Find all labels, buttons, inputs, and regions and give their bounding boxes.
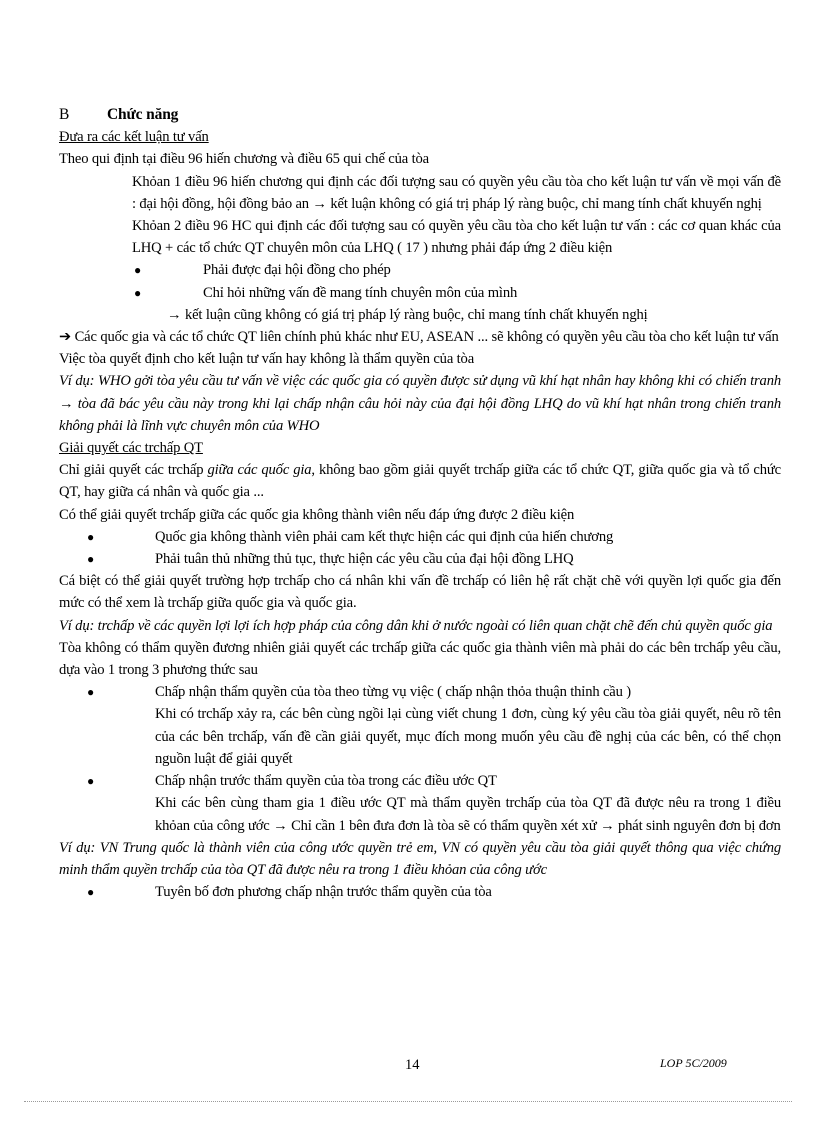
section-letter: B: [59, 106, 70, 123]
example-paragraph: Ví dụ: WHO gởi tòa yêu cầu tư vấn về việc các quốc gia có quyền được sử dụng vũ khí hạt nhân hay không khi có chiến tranh → tòa đã bác yêu cầu này trong khi lại chấp nhận câu hỏi này của đại hội đồng LHQ do vũ khí hạt nhân trong chiến tranh không phải là lĩnh vực chuyên môn của WHO: [59, 373, 781, 434]
list-item: ● Quốc gia không thành viên phải cam kết thực hiện các qui định của hiến chương: [59, 526, 781, 548]
section-title: Chức năng: [107, 106, 179, 123]
list-item: ● Chấp nhận trước thẩm quyền của tòa trong các điều ước QT: [59, 770, 781, 792]
section-heading: [59, 104, 781, 126]
paragraph: Có thể giải quyết trchấp giữa các quốc gia không thành viên nếu đáp ứng được 2 điều kiện: [59, 506, 575, 523]
list-item: ● Phải tuân thủ những thủ tục, thực hiện các yêu cầu của đại hội đồng LHQ: [59, 548, 781, 570]
list-item: ● Phải được đại hội đồng cho phép: [59, 259, 781, 281]
class-label: LOP 5C/2009: [660, 1056, 727, 1070]
example-paragraph: Ví dụ: trchấp về các quyền lợi lợi ích hợp pháp của công dân khi ở nước ngoài có liên quan chặt chẽ đến chủ quyền quốc gia: [59, 617, 773, 634]
paragraph: Tòa không có thẩm quyền đương nhiên giải quyết các trchấp giữa các quốc gia thành viên mà phải do các bên trchấp yêu cầu, dựa vào 1 trong 3 phương thức sau: [59, 639, 781, 679]
list-item: ● Tuyên bố đơn phương chấp nhận trước thẩm quyền của tòa: [59, 881, 781, 903]
bullet-icon: ●: [87, 685, 95, 700]
subheading-disputes: [59, 437, 781, 459]
paragraph: ➔ Các quốc gia và các tổ chức QT liên chính phủ khác như EU, ASEAN ... sẽ không có quyền yêu cầu tòa cho kết luận tư vấn: [59, 329, 779, 346]
paragraph: Chỉ giải quyết các trchấp giữa các quốc gia, không bao gồm giải quyết trchấp giữa các tổ chức QT, giữa quốc gia và tổ chức QT, hay giữa cá nhân và quốc gia ...: [59, 462, 781, 501]
list-item: ● Chỉ hỏi những vấn đề mang tính chuyên môn của mình: [59, 282, 781, 304]
subheading-advisory: [59, 126, 781, 148]
page-number: 14: [405, 1057, 420, 1073]
bullet-icon: ●: [134, 285, 142, 300]
paragraph: Việc tòa quyết định cho kết luận tư vấn hay không là thẩm quyền của tòa: [59, 351, 475, 368]
paragraph: Khi các bên cùng tham gia 1 điều ước QT mà thẩm quyền trchấp của tòa QT đã được nêu ra trong 1 điều khỏan của công ước → Chỉ cần 1 bên đưa đơn là tòa sẽ có thẩm quyền xét xử → phát sinh nguyên đơn bị đơn: [155, 795, 781, 834]
subheading-disputes-text: Giải quyết các trchấp QT: [59, 440, 203, 457]
bullet-icon: ●: [87, 552, 95, 567]
paragraph: → kết luận cũng không có giá trị pháp lý ràng buộc, chỉ mang tính chất khuyến nghị: [167, 306, 648, 323]
paragraph: Theo qui định tại điều 96 hiến chương và điều 65 qui chế của tòa: [59, 151, 429, 168]
bullet-icon: ●: [134, 263, 142, 278]
bullet-icon: ●: [87, 885, 95, 900]
paragraph: Cá biệt có thể giải quyết trường hợp trchấp cho cá nhân khi vấn đề trchấp có liên hệ rất chặt chẽ với quyền lợi quốc gia đến mức có thể xem là trchấp giữa quốc gia và quốc gia.: [59, 573, 781, 612]
bullet-icon: ●: [87, 774, 95, 789]
bullet-icon: ●: [87, 529, 95, 544]
page-bottom-divider: [24, 1101, 792, 1102]
paragraph: Khỏan 2 điều 96 HC qui định các đối tượng sau có quyền yêu cầu tòa cho kết luận tư vấn : các cơ quan khác của LHQ + các tổ chức QT chuyên môn của LHQ ( 17 ) nhưng phải đáp ứng 2 điều kiện: [132, 218, 781, 257]
subheading-advisory-text: Đưa ra các kết luận tư vấn: [59, 129, 209, 146]
paragraph: Khi có trchấp xảy ra, các bên cùng ngồi lại cùng viết chung 1 đơn, cùng ký yêu cầu tòa giải quyết, nêu rõ tên của các bên trchấp, vấn đề cần giải quyết, mục đích mong muốn yêu cầu đề nghị của các bên, có thể chọn nguồn luật để giải quyết: [155, 706, 781, 767]
list-item: ● Chấp nhận thẩm quyền của tòa theo từng vụ việc ( chấp nhận thỏa thuận thỉnh cầu ): [59, 681, 781, 703]
paragraph: Khỏan 1 điều 96 hiến chương qui định các đối tượng sau có quyền yêu cầu tòa cho kết luận tư vấn về mọi vấn đề : đại hội đồng, hội đồng bảo an → kết luận không có giá trị pháp lý ràng buộc, chỉ mang tính chất khuyến nghị: [132, 173, 781, 212]
example-paragraph: Ví dụ: VN Trung quốc là thành viên của công ước quyền trẻ em, VN có quyền yêu cầu tòa giải quyết thông qua việc chứng minh thẩm quyền trchấp của tòa QT đã được nêu ra trong 1 điều khỏan của công ước: [59, 839, 781, 878]
page-content: [59, 104, 781, 903]
